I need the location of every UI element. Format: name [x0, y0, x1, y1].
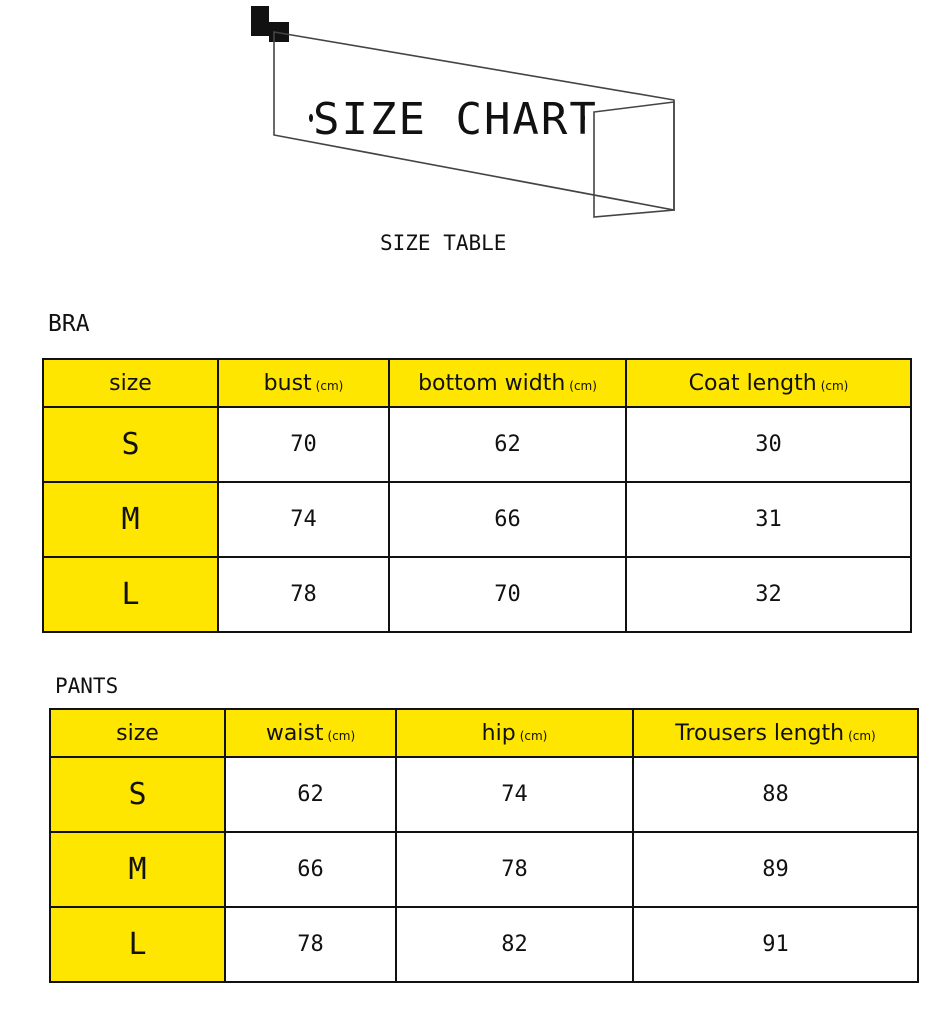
- coat-length-cell: 30: [626, 407, 911, 482]
- table-row: [50, 907, 918, 982]
- table-row: [43, 557, 911, 632]
- bottom-width-cell: 66: [389, 482, 626, 557]
- hip-cell: 82: [396, 907, 633, 982]
- bra-header-bust: [218, 359, 389, 407]
- trousers-length-cell: 88: [633, 757, 918, 832]
- page-subtitle: SIZE TABLE: [380, 231, 507, 255]
- table-row: [50, 757, 918, 832]
- header-unit: (cm): [848, 728, 876, 743]
- bust-cell: 78: [218, 557, 389, 632]
- hip-cell: 74: [396, 757, 633, 832]
- coat-length-cell: 32: [626, 557, 911, 632]
- waist-cell: 66: [225, 832, 396, 907]
- header-unit: (cm): [519, 728, 548, 743]
- waist-cell: 78: [225, 907, 396, 982]
- size-cell: S: [43, 407, 218, 482]
- banner-ribbon-fold: [594, 102, 674, 217]
- size-cell: M: [50, 832, 225, 907]
- pants-header-waist: [225, 709, 396, 757]
- table-row: [43, 482, 911, 557]
- table-row: [43, 407, 911, 482]
- trousers-length-cell: 89: [633, 832, 918, 907]
- banner-corner-square-small: [269, 22, 289, 42]
- size-cell: L: [43, 557, 218, 632]
- bottom-width-cell: 70: [389, 557, 626, 632]
- pants-header-trousers-length: [633, 709, 918, 757]
- bra-header-row: [43, 359, 911, 407]
- header-label: bust: [263, 370, 312, 396]
- size-chart-banner: [0, 0, 950, 230]
- bra-header-bottom-width: [389, 359, 626, 407]
- hip-cell: 78: [396, 832, 633, 907]
- header-unit: (cm): [569, 378, 597, 393]
- bottom-width-cell: 62: [389, 407, 626, 482]
- header-label: waist: [265, 720, 324, 746]
- size-cell: M: [43, 482, 218, 557]
- size-cell: L: [50, 907, 225, 982]
- bra-header-size: [43, 359, 218, 407]
- pants-section-label: PANTS: [55, 674, 119, 698]
- header-label: size: [109, 370, 152, 396]
- size-cell: S: [50, 757, 225, 832]
- pants-size-table: [49, 708, 919, 983]
- page-title: SIZE CHART: [313, 94, 598, 145]
- header-label: Coat length: [688, 370, 817, 396]
- trousers-length-cell: 91: [633, 907, 918, 982]
- header-label: Trousers length: [675, 720, 845, 746]
- waist-cell: 62: [225, 757, 396, 832]
- header-unit: (cm): [315, 378, 344, 393]
- table-row: [50, 832, 918, 907]
- header-label: size: [116, 720, 159, 746]
- header-label: bottom width: [418, 370, 566, 396]
- coat-length-cell: 31: [626, 482, 911, 557]
- bra-section-label: BRA: [48, 311, 90, 337]
- header-unit: (cm): [327, 728, 356, 743]
- bust-cell: 74: [218, 482, 389, 557]
- bust-cell: 70: [218, 407, 389, 482]
- pants-header-size: [50, 709, 225, 757]
- bra-header-coat-length: [626, 359, 911, 407]
- banner-corner-square-large: [251, 6, 269, 36]
- bra-size-table: [42, 358, 912, 633]
- pants-header-row: [50, 709, 918, 757]
- pants-header-hip: [396, 709, 633, 757]
- header-label: hip: [481, 720, 516, 746]
- header-unit: (cm): [820, 378, 849, 393]
